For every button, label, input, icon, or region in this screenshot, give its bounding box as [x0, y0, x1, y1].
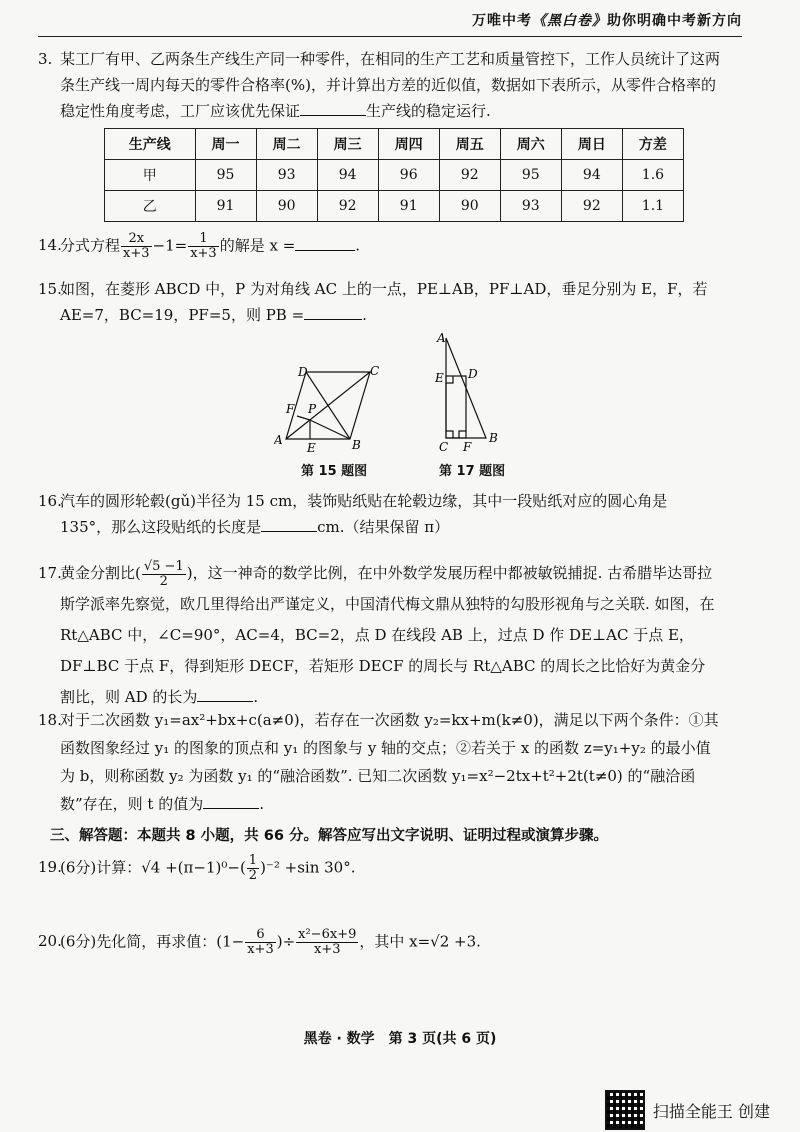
label-A: A	[437, 331, 446, 345]
scanner-label: 扫描全能王 创建	[652, 1101, 770, 1121]
numerator: 6	[245, 928, 276, 943]
question-text-end: .	[355, 236, 361, 255]
fraction	[247, 854, 259, 883]
label-F: F	[463, 440, 472, 454]
table-header-cell: 周一	[195, 129, 256, 160]
question-text-end: .	[362, 306, 367, 324]
question-text: )÷	[276, 932, 296, 951]
question-number: 18.	[38, 711, 62, 729]
table-header-cell: 周三	[317, 129, 378, 160]
question-number: 14.	[38, 236, 62, 254]
table-cell: 92	[317, 191, 378, 222]
question-text: 的解是 x =	[219, 236, 296, 255]
table-cell: 乙	[105, 191, 196, 222]
question-text: 汽车的圆形轮毂(gǔ)半径为 15 cm，装饰贴纸贴在轮毂边缘，其中一段贴纸对应的圆心角是 135°，那么这段贴纸的长度是	[60, 492, 668, 536]
label-C: C	[439, 440, 449, 454]
section-heading: 三、解答题：本题共 8 小题，共 66 分。解答应写出文字说明、证明过程或演算步骤。	[50, 828, 608, 844]
question-text: −1=	[152, 236, 188, 255]
label-A: A	[274, 433, 283, 447]
question-number: 20.	[38, 932, 62, 950]
table-row	[105, 160, 684, 191]
fraction	[142, 560, 186, 589]
fraction	[188, 232, 219, 261]
question-text-end: .	[259, 795, 265, 813]
fraction	[245, 928, 276, 957]
table-cell: 91	[378, 191, 439, 222]
numerator: x²−6x+9	[298, 927, 357, 942]
figure-17-caption: 第 17 题图	[439, 464, 506, 479]
table-cell: 93	[256, 160, 317, 191]
header-title-post: 助你明确中考新方向	[607, 13, 742, 29]
label-P: P	[308, 402, 317, 416]
denominator: x+3	[190, 246, 217, 261]
question-text: 对于二次函数 y₁=ax²+bx+c(a≠0)，若存在一次函数 y₂=kx+m(k≠0)，满足以下两个条件：①其函数图象经过 y₁ 的图象的顶点和 y₁ 的图象与 y 轴的交点；②若关于 x 的函数 z=y₁+y₂ 的最小值为 b，则称函数 y₂ 为函数 y₁ 的“融洽函数”. 已知二次函数 y₁=x²−2tx+t²+2t(t≠0) 的“融洽函数”存在，则 t 的值为	[60, 711, 719, 813]
header-title-pre: 万唯中考	[472, 13, 532, 29]
label-B: B	[352, 438, 361, 452]
question-13	[38, 46, 721, 124]
fraction	[121, 232, 152, 261]
page-footer: 黑卷 · 数学 第 3 页(共 6 页)	[303, 1031, 497, 1047]
table-cell: 甲	[105, 160, 196, 191]
figure-15-rhombus	[274, 356, 384, 454]
table-cell: 92	[439, 160, 500, 191]
denominator: x+3	[247, 942, 274, 957]
table-cell: 1.6	[622, 160, 683, 191]
answer-blank[interactable]	[295, 250, 355, 251]
denominator: x+3	[313, 942, 341, 957]
question-number: 15.	[38, 280, 62, 298]
numerator: 1	[188, 232, 219, 247]
figure-15-caption: 第 15 题图	[301, 464, 368, 479]
answer-blank[interactable]	[300, 115, 366, 116]
question-14	[38, 231, 720, 261]
table-header-row	[105, 129, 684, 160]
question-15	[38, 276, 720, 328]
table-cell: 96	[378, 160, 439, 191]
answer-blank[interactable]	[197, 701, 253, 702]
table-cell: 94	[317, 160, 378, 191]
label-D: D	[468, 367, 478, 381]
answer-blank[interactable]	[203, 808, 259, 809]
label-D: D	[298, 365, 308, 379]
table-cell: 95	[500, 160, 561, 191]
header-title-book: 《黑白卷》	[532, 13, 607, 29]
answer-blank[interactable]	[261, 531, 317, 532]
question-text: 某工厂有甲、乙两条生产线生产同一种零件，在相同的生产工艺和质量管控下，工作人员统计了这两条生产线一周内每天的零件合格率(%)，并计算出方差的近似值，数据如下表所示，从零件合格率的稳定性角度考虑，工厂应该优先保证	[60, 50, 721, 120]
table-header-cell: 周四	[378, 129, 439, 160]
table-header-cell: 周二	[256, 129, 317, 160]
question-number: 19.	[38, 858, 62, 876]
question-16	[38, 488, 720, 540]
label-B: B	[489, 431, 498, 445]
question-text: )，这一神奇的数学比例，在中外数学发展历程中都被敏锐捕捉. 古希腊毕达哥拉斯学派率先察觉，欧几里得给出严谨定义，中国清代梅文鼎从独特的勾股形视角与之关联. 如图，在 Rt△ABC 中，∠C=90°，AC=4，BC=2，点 D 在线段 AB 上，过点 D 作 DE⊥AC 于点 E，DF⊥BC 于点 F，得到矩形 DECF，若矩形 DECF 的周长与 Rt△ABC 的周长之比恰好为黄金分割比，则 AD 的长为	[60, 564, 715, 706]
question-text-end: .	[253, 688, 259, 706]
question-20	[38, 927, 720, 957]
pass-rate-table	[104, 128, 684, 222]
table-cell: 95	[195, 160, 256, 191]
table-cell: 94	[561, 160, 622, 191]
label-C: C	[370, 364, 380, 378]
denominator: 2	[159, 573, 168, 589]
header-rule	[38, 36, 742, 37]
question-text-end: 生产线的稳定运行.	[366, 102, 491, 120]
table-header-cell: 周五	[439, 129, 500, 160]
scanner-watermark	[605, 1090, 770, 1130]
table-cell: 91	[195, 191, 256, 222]
table-header-cell: 周日	[561, 129, 622, 160]
question-text-end: cm.（结果保留 π）	[317, 518, 450, 536]
question-number: 17.	[38, 564, 62, 582]
page-header	[472, 10, 742, 30]
table-row	[105, 191, 684, 222]
numerator: 2x	[121, 232, 152, 247]
table-header-cell: 周六	[500, 129, 561, 160]
denominator: x+3	[123, 246, 150, 261]
table-cell: 92	[561, 191, 622, 222]
question-text: )⁻² +sin 30°.	[260, 858, 356, 877]
question-text: 分式方程	[60, 236, 121, 255]
table-cell: 93	[500, 191, 561, 222]
figure-17-triangle	[430, 330, 510, 458]
qr-code-icon	[605, 1090, 645, 1130]
question-19	[38, 853, 720, 883]
denominator: 2	[248, 868, 258, 883]
table-header-cell: 生产线	[105, 129, 196, 160]
question-text: ，其中 x=√2 +3.	[359, 932, 481, 951]
question-text: (6分)计算：√4 +(π−1)⁰−(	[60, 858, 246, 877]
question-text: (6分)先化简，再求值：(1−	[60, 932, 245, 951]
label-E: E	[307, 441, 316, 454]
table-header-cell: 方差	[622, 129, 683, 160]
table-cell: 90	[256, 191, 317, 222]
table-cell: 1.1	[622, 191, 683, 222]
label-E: E	[435, 371, 444, 385]
numerator: √5 −1	[143, 558, 184, 574]
question-text: 如图，在菱形 ABCD 中，P 为对角线 AC 上的一点，PE⊥AB，PF⊥AD，垂足分别为 E，F，若 AE=7，BC=19，PF=5，则 PB =	[60, 280, 708, 324]
label-F: F	[286, 402, 295, 416]
question-18	[38, 706, 720, 818]
table-cell: 90	[439, 191, 500, 222]
question-number: 16.	[38, 492, 62, 510]
question-text: 黄金分割比(	[60, 564, 141, 582]
answer-blank[interactable]	[304, 319, 362, 320]
fraction	[296, 928, 358, 957]
numerator: 1	[248, 853, 258, 868]
question-number: 3.	[38, 50, 53, 68]
question-17	[38, 558, 720, 713]
